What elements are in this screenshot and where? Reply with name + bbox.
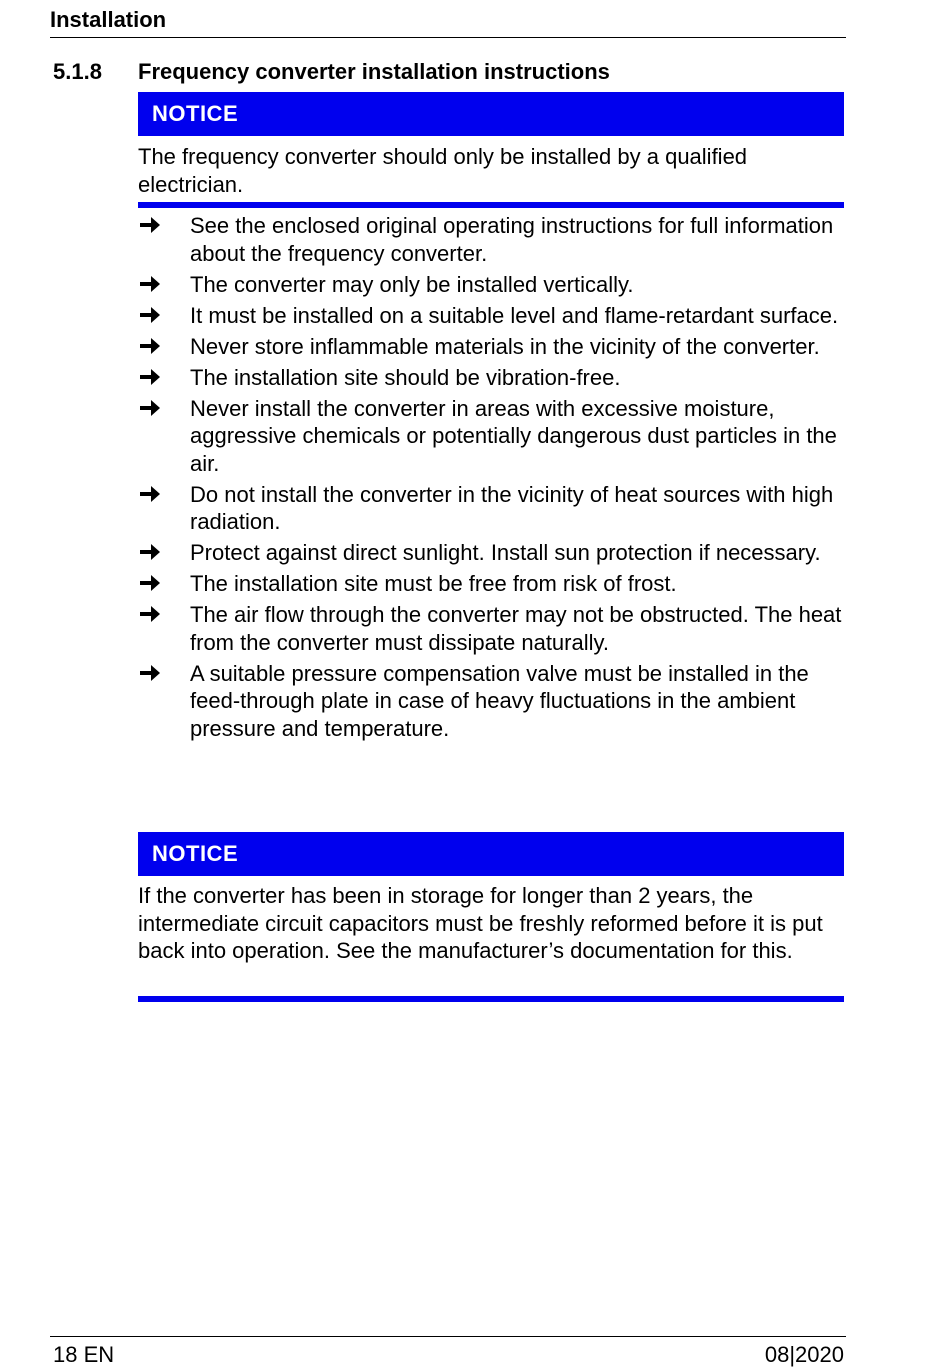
arrow-right-icon	[138, 366, 162, 388]
instruction-text: The installation site should be vibration-free.	[190, 364, 621, 390]
instruction-item	[138, 395, 848, 478]
arrow-right-icon	[138, 335, 162, 357]
instruction-item	[138, 364, 848, 392]
instruction-item	[138, 271, 848, 299]
instruction-item	[138, 212, 848, 267]
footer-rule	[50, 1336, 846, 1337]
arrow-right-icon	[138, 273, 162, 295]
instruction-text: It must be installed on a suitable level and flame-retardant surface.	[190, 302, 839, 328]
arrow-right-icon	[138, 662, 162, 684]
section-number: 5.1.8	[53, 59, 102, 84]
notice-bottom-bar-storage	[138, 996, 844, 1002]
instruction-list	[138, 212, 848, 746]
arrow-right-icon	[138, 397, 162, 419]
instruction-text: Never store inflammable materials in the vicinity of the converter.	[190, 333, 820, 359]
instruction-item	[138, 302, 848, 330]
arrow-right-icon	[138, 304, 162, 326]
instruction-text: The converter may only be installed vertically.	[190, 271, 634, 297]
footer-page-number: 18 EN	[53, 1342, 115, 1367]
instruction-item	[138, 539, 848, 567]
instruction-text: A suitable pressure compensation valve must be installed in the feed-through plate in case of heavy fluctuations in the ambient pressure and temperature.	[190, 660, 809, 741]
section-title: Frequency converter installation instructions	[138, 59, 610, 84]
instruction-item	[138, 333, 848, 361]
instruction-item	[138, 660, 848, 743]
arrow-right-icon	[138, 214, 162, 236]
notice-banner: NOTICE	[138, 92, 844, 136]
notice-bottom-bar	[138, 202, 844, 208]
instruction-item	[138, 481, 848, 536]
instruction-item	[138, 570, 848, 598]
arrow-right-icon	[138, 541, 162, 563]
footer-date: 08|2020	[764, 1342, 844, 1367]
instruction-text: Do not install the converter in the vicinity of heat sources with high radiation.	[190, 481, 834, 534]
arrow-right-icon	[138, 603, 162, 625]
arrow-right-icon	[138, 483, 162, 505]
notice-text-storage: If the converter has been in storage for longer than 2 years, the intermediate circuit capacitors must be freshly reformed before it is put back into operation. See the manufacturer’s documentation for this.	[138, 883, 823, 963]
header-rule	[50, 37, 846, 38]
instruction-text: See the enclosed original operating instructions for full information about the frequency converter.	[190, 213, 834, 266]
instruction-text: Never install the converter in areas with excessive moisture, aggressive chemicals or potentially dangerous dust particles in the air.	[190, 395, 837, 476]
page-header-title: Installation	[50, 7, 167, 32]
instruction-text: The air flow through the converter may not be obstructed. The heat from the converter must dissipate naturally.	[190, 602, 842, 655]
instruction-text: Protect against direct sunlight. Install sun protection if necessary.	[190, 540, 821, 565]
instruction-text: The installation site must be free from risk of frost.	[190, 571, 677, 596]
arrow-right-icon	[138, 572, 162, 594]
instruction-item	[138, 601, 848, 656]
notice-banner-storage: NOTICE	[138, 832, 844, 876]
notice-text: The frequency converter should only be installed by a qualified electrician.	[138, 144, 748, 197]
